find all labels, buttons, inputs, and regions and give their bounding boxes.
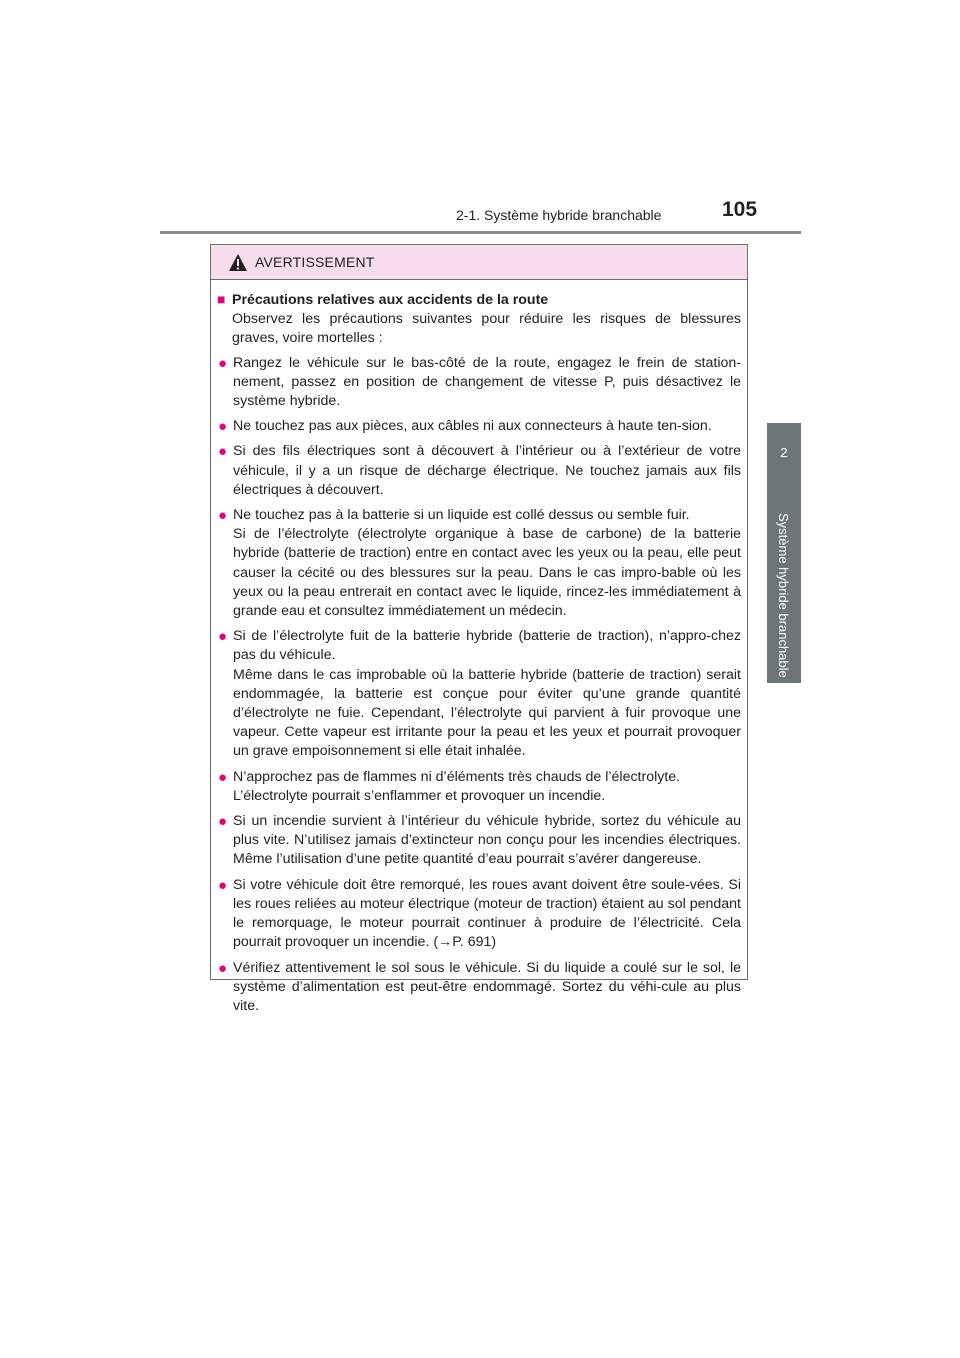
- precaution-item: [217, 959, 741, 1017]
- bullet-dot-icon: ●: [218, 768, 228, 786]
- bullet-dot-icon: ●: [218, 628, 228, 646]
- chapter-side-tab: [767, 423, 801, 683]
- precaution-item: [217, 506, 741, 621]
- warning-intro: Observez les précautions suivantes pour réduire les risques de blessures graves, voire mortelles :: [232, 311, 741, 347]
- precaution-paragraph: Rangez le véhicule sur le bas-côté de la route, engagez le frein de station-nement, passez en position de changement de vitesse P, puis désactivez le système hybride.: [233, 354, 741, 410]
- precaution-paragraph: Ne touchez pas aux pièces, aux câbles ni aux connecteurs à haute ten-sion.: [233, 418, 712, 435]
- bullet-dot-icon: ●: [218, 354, 228, 372]
- precaution-text: [233, 876, 741, 953]
- warning-body: [211, 280, 747, 1016]
- bullet-dot-icon: ●: [218, 959, 228, 977]
- bullet-dot-icon: ●: [218, 876, 228, 894]
- warning-section-title: Précautions relatives aux accidents de la route: [232, 292, 549, 308]
- precaution-text: [233, 442, 741, 500]
- precaution-text: [233, 768, 741, 806]
- precaution-item: [217, 812, 741, 870]
- section-title: 2-1. Système hybride branchable: [456, 207, 662, 223]
- precaution-text: [233, 627, 741, 761]
- precaution-paragraph: Vérifiez attentivement le sol sous le véhicule. Si du liquide a coulé sur le sol, le système d’alimentation est peut-être endommagé. Sortez du véhi-cule au plus vite.: [233, 959, 741, 1014]
- header-divider: [160, 231, 801, 234]
- precaution-paragraph: Si de l’électrolyte (électrolyte organique à base de carbone) de la batterie hybride (batterie de traction) entre en contact avec les yeux ou la peau, elle peut causer la cécité ou des blessures sur la peau. Dans le cas impro-bable où les yeux ou la peau entrerait en contact avec le liquide, rincez-les immédiatement à grande eau et consultez immédiatement un médecin.: [233, 526, 741, 620]
- precaution-text: [233, 506, 741, 621]
- precaution-paragraph: Si de l’électrolyte fuit de la batterie hybride (batterie de traction), n’appro-chez pas du véhicule.: [233, 628, 741, 664]
- page-number: 105: [722, 198, 758, 221]
- chapter-number: 2: [780, 445, 788, 460]
- precaution-item: [217, 442, 741, 500]
- warning-triangle-icon: [228, 253, 248, 272]
- bullet-dot-icon: ●: [218, 507, 228, 525]
- precaution-paragraph: Si un incendie survient à l’intérieur du véhicule hybride, sortez du véhicule au plus vite. N’utilisez jamais d’extincteur non conçu pour les incendies électriques. Même l’utilisation d’une petite quantité d’eau pourrait s’avérer dangereuse.: [233, 813, 741, 868]
- precaution-item: [217, 354, 741, 412]
- precaution-item: [217, 768, 741, 806]
- warning-header: [211, 245, 747, 280]
- precaution-text: [233, 812, 741, 870]
- bullet-dot-icon: ●: [218, 813, 228, 831]
- square-bullet-icon: ■: [217, 291, 226, 307]
- precaution-text: [233, 959, 741, 1017]
- bullet-dot-icon: ●: [218, 443, 228, 461]
- precaution-paragraph: N’approchez pas de flammes ni d’éléments très chauds de l’électrolyte.: [233, 768, 681, 785]
- warning-section-heading: [217, 290, 741, 310]
- precaution-item: [217, 417, 741, 436]
- precaution-item: [217, 876, 741, 953]
- warning-box: [210, 244, 748, 1014]
- precaution-text: [233, 417, 741, 436]
- precaution-paragraph: Même dans le cas improbable où la batterie hybride (batterie de traction) serait endommagée, la batterie est conçue pour éviter qu’une grande quantité d’électrolyte ne fuie. Cependant, l’électrolyte qui parvient à fuir provoque une vapeur. Cette vapeur est irritante pour la peau et les yeux et pourrait provoquer un grave empoisonnement si elle était inhalée.: [233, 666, 741, 760]
- precaution-text: [233, 354, 741, 412]
- precaution-paragraph: Si des fils électriques sont à découvert à l’intérieur ou à l’extérieur de votre véhicule, il y a un risque de décharge électrique. Ne touchez jamais aux fils électriques à découvert.: [233, 443, 741, 498]
- precaution-paragraph: Ne touchez pas à la batterie si un liquide est collé dessus ou semble fuir.: [233, 507, 690, 524]
- precaution-list: [217, 354, 741, 1017]
- warning-label: AVERTISSEMENT: [255, 254, 375, 270]
- precaution-paragraph: L’électrolyte pourrait s’enflammer et provoquer un incendie.: [233, 787, 606, 804]
- precaution-paragraph: Si votre véhicule doit être remorqué, les roues avant doivent être soule-vées. Si les roues reliées au moteur électrique (moteur de traction) étaient au sol pendant le remorquage, le moteur pourrait continuer à produire de l’électricité. Cela pourrait provoquer un incendie. (→P. 691): [233, 876, 741, 951]
- bullet-dot-icon: ●: [218, 418, 228, 436]
- chapter-title: Système hybride branchable: [776, 513, 791, 678]
- precaution-item: [217, 627, 741, 761]
